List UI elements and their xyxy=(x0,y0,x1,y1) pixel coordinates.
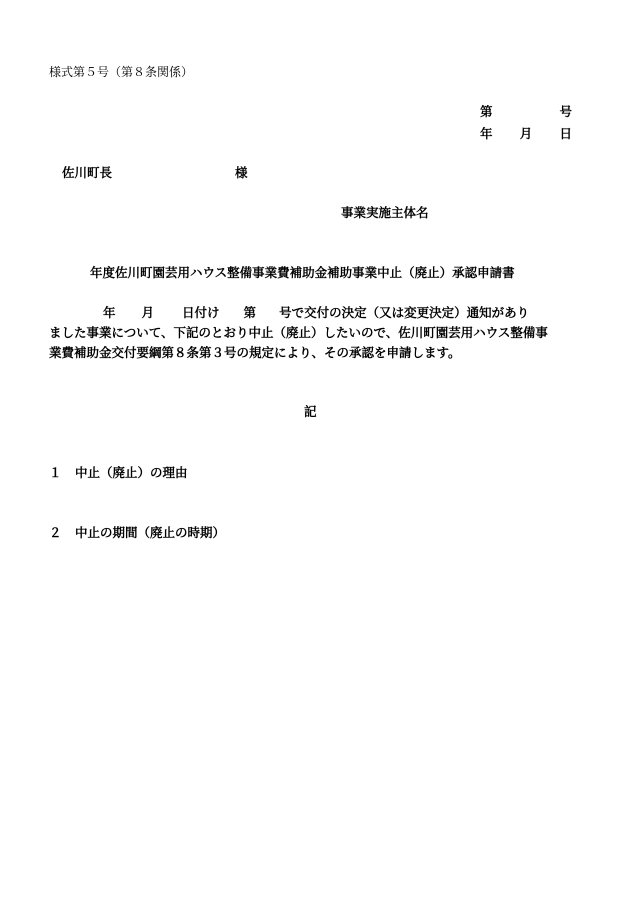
document-date xyxy=(480,128,572,141)
item-reason xyxy=(49,467,188,480)
body-day-dated: 日付け xyxy=(182,305,220,320)
item-number: １ xyxy=(49,465,62,480)
body-month: 月 xyxy=(141,305,155,320)
document-number-gou: 号 xyxy=(559,104,572,119)
ki-heading: 記 xyxy=(304,404,317,419)
date-year: 年 xyxy=(480,126,493,141)
body-line-3: 業費補助金交付要綱第８条第３号の規定により、その承認を申請します。 xyxy=(49,345,461,360)
body-dai: 第 xyxy=(243,305,257,320)
body-line-2: ました事業について、下記のとおり中止（廃止）したいので、佐川町園芸用ハウス整備事 xyxy=(49,325,548,340)
addressee-honorific: 様 xyxy=(235,165,248,180)
applicant-label: 事業実施主体名 xyxy=(341,205,429,220)
date-month: 月 xyxy=(519,126,533,141)
document-number-dai: 第 xyxy=(480,104,493,119)
document-number xyxy=(480,106,572,119)
item-number: ２ xyxy=(49,525,62,540)
addressee-name: 佐川町長 xyxy=(62,165,113,180)
item-label: 中止の期間（廃止の時期） xyxy=(75,525,226,540)
item-period xyxy=(49,527,225,540)
body-line-1-rest: 号で交付の決定（又は変更決定）通知があり xyxy=(279,305,530,320)
item-label: 中止（廃止）の理由 xyxy=(75,465,188,480)
date-day: 日 xyxy=(559,126,572,141)
body-line-1 xyxy=(49,307,529,320)
body-year: 年 xyxy=(103,305,116,320)
form-number: 様式第５号（第８条関係） xyxy=(49,65,194,79)
document-title: 年度佐川町園芸用ハウス整備事業費補助金補助事業中止（廃止）承認申請書 xyxy=(90,265,515,280)
